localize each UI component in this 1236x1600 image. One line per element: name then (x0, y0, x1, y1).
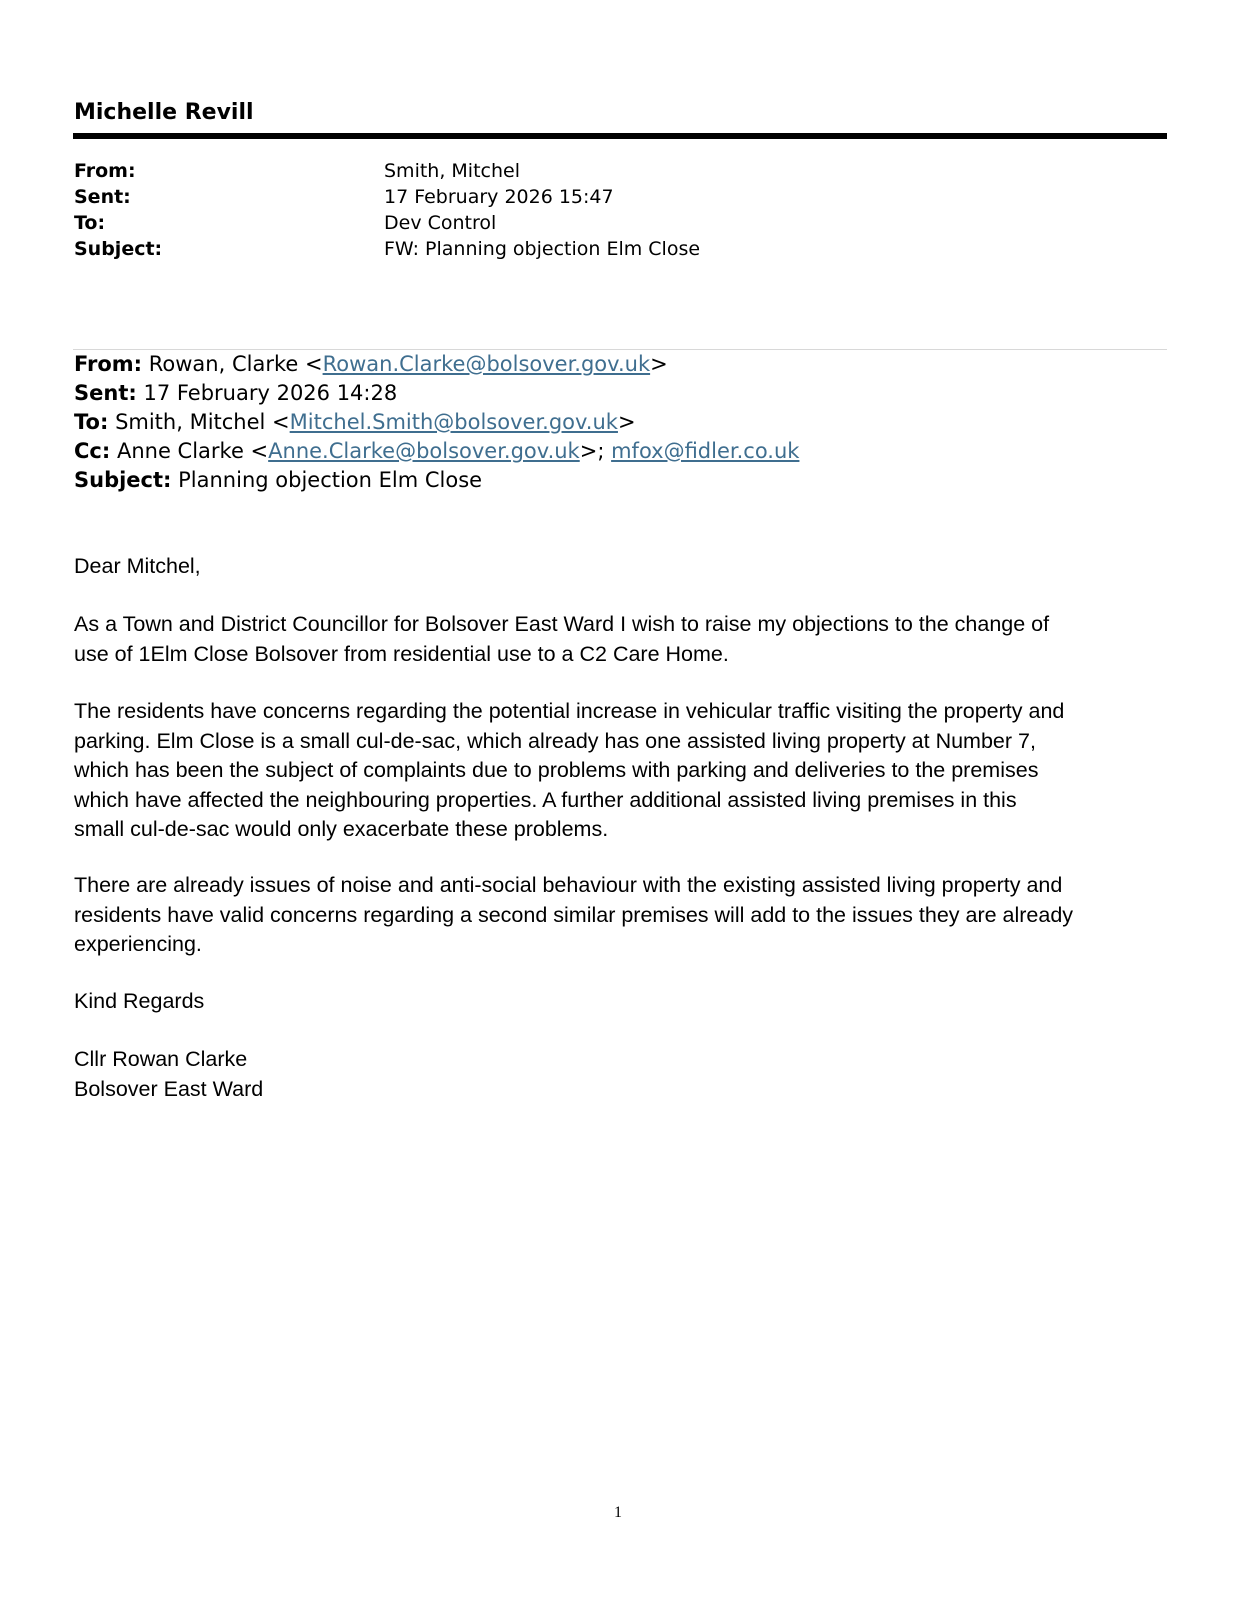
email-greeting (74, 552, 1174, 582)
forwarded-sent-row (74, 381, 397, 405)
closing-text: Kind Regards (74, 989, 205, 1013)
forward-divider (73, 349, 1167, 350)
paragraph-2-line: The residents have concerns regarding the potential increase in vehicular traffic visiting the property and (74, 699, 1065, 723)
forwarded-to-label: To: (74, 410, 109, 434)
header-sent-value: 17 February 2026 15:47 (384, 186, 614, 208)
paragraph-2-line: which have affected the neighbouring properties. A further additional assisted living premises in this (74, 787, 1017, 812)
header-subject-label: Subject: (74, 238, 163, 260)
forwarded-cc-row: Cc: Anne Clarke <Anne.Clarke@bolsover.gov.uk>; mfox@fidler.co.uk (74, 439, 800, 463)
paragraph-1-line: As a Town and District Councillor for Bolsover East Ward I wish to raise my objections to the change of (74, 612, 1050, 636)
forwarded-from-label: From: (74, 352, 143, 376)
paragraph-2-line: small cul-de-sac would only exacerbate these problems. (74, 817, 609, 841)
header-to-label: To: (74, 212, 106, 234)
email-closing (74, 987, 1174, 1017)
page-number: 1 (614, 1504, 622, 1521)
forwarded-cc-email-link[interactable]: Anne.Clarke@bolsover.gov.uk (268, 439, 580, 463)
paragraph-3-line: There are already issues of noise and anti-social behaviour with the existing assisted living property and (74, 873, 1063, 897)
signature-name: Cllr Rowan Clarke (74, 1047, 248, 1071)
forwarded-subject-row (74, 468, 482, 492)
paragraph-3-line: experiencing. (74, 932, 202, 956)
header-subject-value: FW: Planning objection Elm Close (384, 238, 701, 260)
paragraph-2-line: parking. Elm Close is a small cul-de-sac, which already has one assisted living property at Number 7, (74, 728, 1036, 753)
paragraph-3-line: residents have valid concerns regarding a second similar premises will add to the issues they are already (74, 902, 1074, 927)
forwarded-cc-name: Anne Clarke (116, 439, 244, 463)
forwarded-subject-value: Planning objection Elm Close (178, 468, 483, 492)
forwarded-sent-label: Sent: (74, 381, 137, 405)
header-divider (73, 133, 1167, 139)
forwarded-to-name: Smith, Mitchel (115, 410, 266, 434)
forwarded-from-row: From: Rowan, Clarke <Rowan.Clarke@bolsover.gov.uk> (74, 352, 668, 376)
mailbox-owner-name: Michelle Revill (74, 100, 254, 125)
email-paragraph-3 (74, 871, 1174, 960)
header-from-value: Smith, Mitchel (384, 160, 520, 182)
forwarded-subject-label: Subject: (74, 468, 172, 492)
header-from-label: From: (74, 160, 136, 182)
forwarded-from-name: Rowan, Clarke (148, 352, 299, 376)
paragraph-2-line: which has been the subject of complaints due to problems with parking and deliveries to the premises (74, 758, 1039, 782)
greeting-text: Dear Mitchel, (74, 554, 201, 578)
email-signature (74, 1045, 1174, 1104)
forwarded-to-row: To: Smith, Mitchel <Mitchel.Smith@bolsover.gov.uk> (74, 410, 636, 434)
email-paragraph-2 (74, 697, 1174, 845)
header-sent-label: Sent: (74, 186, 131, 208)
signature-ward: Bolsover East Ward (74, 1076, 264, 1101)
forwarded-to-email-link[interactable]: Mitchel.Smith@bolsover.gov.uk (289, 410, 618, 434)
email-paragraph-1 (74, 610, 1174, 669)
forwarded-cc-label: Cc: (74, 439, 111, 463)
forwarded-from-email-link[interactable]: Rowan.Clarke@bolsover.gov.uk (322, 352, 651, 376)
forwarded-cc-email-link-2[interactable]: mfox@fidler.co.uk (611, 439, 800, 463)
forwarded-sent-value: 17 February 2026 14:28 (143, 381, 398, 405)
header-to-value: Dev Control (384, 212, 497, 234)
paragraph-1-line: use of 1Elm Close Bolsover from residential use to a C2 Care Home. (74, 641, 729, 666)
